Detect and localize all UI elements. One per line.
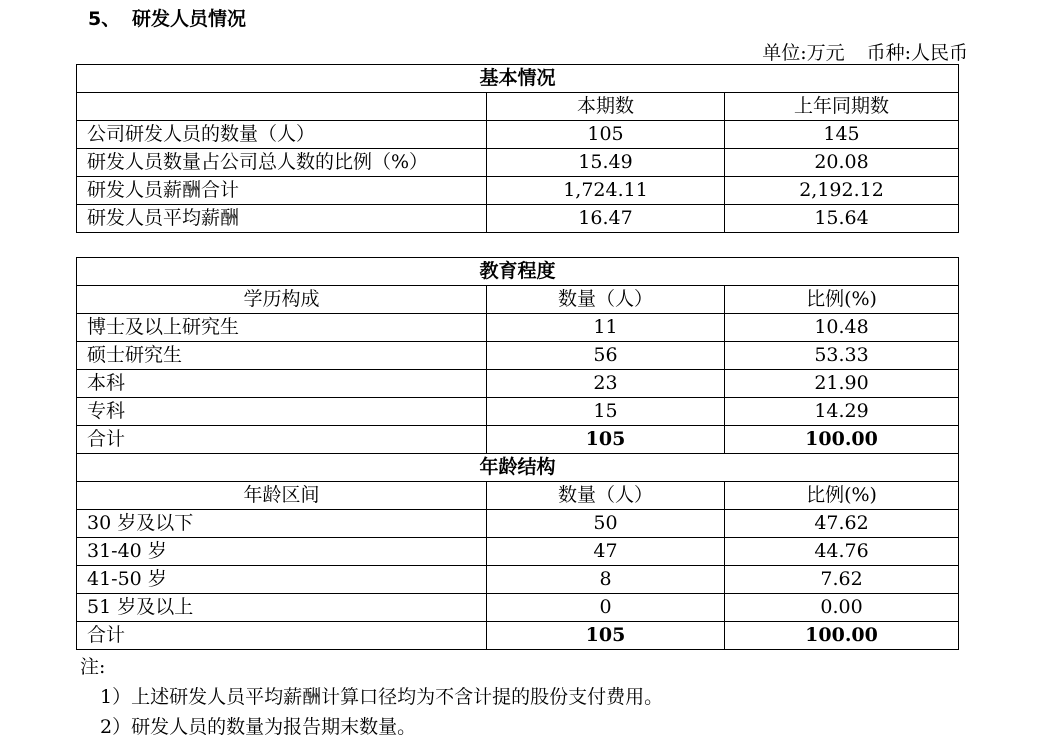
- table-header-row: [77, 482, 959, 510]
- total-percent: 100.00: [725, 426, 959, 454]
- unit-label: 单位:万元: [762, 42, 845, 64]
- row-label: 研发人员平均薪酬: [77, 205, 487, 233]
- row-label: 研发人员数量占公司总人数的比例（%）: [77, 149, 487, 177]
- row-label: 公司研发人员的数量（人）: [77, 121, 487, 149]
- education-age-table: [76, 257, 959, 650]
- total-count: 105: [487, 622, 725, 650]
- prior-value: 2,192.12: [725, 177, 959, 205]
- count-value: 56: [487, 342, 725, 370]
- row-label: 31-40 岁: [77, 538, 487, 566]
- total-label: 合计: [77, 426, 487, 454]
- percent-value: 44.76: [725, 538, 959, 566]
- currency-label: 币种:人民币: [866, 42, 968, 64]
- count-value: 11: [487, 314, 725, 342]
- percent-value: 21.90: [725, 370, 959, 398]
- header-cell: 数量（人）: [487, 482, 725, 510]
- percent-value: 14.29: [725, 398, 959, 426]
- row-label: 研发人员薪酬合计: [77, 177, 487, 205]
- count-value: 23: [487, 370, 725, 398]
- table-row: [77, 398, 959, 426]
- notes-label: 注:: [80, 656, 106, 678]
- header-cell: 本期数: [487, 93, 725, 121]
- count-value: 0: [487, 594, 725, 622]
- count-value: 15: [487, 398, 725, 426]
- header-cell: 比例(%): [725, 482, 959, 510]
- table-row: [77, 205, 959, 233]
- count-value: 8: [487, 566, 725, 594]
- current-value: 105: [487, 121, 725, 149]
- row-label: 本科: [77, 370, 487, 398]
- table-row: [77, 314, 959, 342]
- total-row: [77, 426, 959, 454]
- prior-value: 20.08: [725, 149, 959, 177]
- row-label: 30 岁及以下: [77, 510, 487, 538]
- table-header-row: [77, 286, 959, 314]
- percent-value: 47.62: [725, 510, 959, 538]
- notes-section: [80, 652, 663, 742]
- row-label: 博士及以上研究生: [77, 314, 487, 342]
- prior-value: 145: [725, 121, 959, 149]
- percent-value: 10.48: [725, 314, 959, 342]
- basic-info-table: [76, 64, 959, 233]
- table-row: [77, 538, 959, 566]
- table-row: [77, 149, 959, 177]
- header-cell: [77, 93, 487, 121]
- note-item: 2）研发人员的数量为报告期末数量。: [100, 716, 417, 738]
- percent-value: 0.00: [725, 594, 959, 622]
- section-number: 5、: [88, 8, 121, 30]
- table-row: [77, 342, 959, 370]
- current-value: 16.47: [487, 205, 725, 233]
- row-label: 51 岁及以上: [77, 594, 487, 622]
- row-label: 专科: [77, 398, 487, 426]
- table-row: [77, 510, 959, 538]
- basic-info-title: 基本情况: [77, 65, 959, 93]
- header-cell: 学历构成: [77, 286, 487, 314]
- table-header-row: [77, 93, 959, 121]
- table-row: [77, 566, 959, 594]
- percent-value: 7.62: [725, 566, 959, 594]
- total-count: 105: [487, 426, 725, 454]
- header-cell: 上年同期数: [725, 93, 959, 121]
- note-item: 1）上述研发人员平均薪酬计算口径均为不含计提的股份支付费用。: [100, 686, 664, 708]
- current-value: 1,724.11: [487, 177, 725, 205]
- table-row: [77, 177, 959, 205]
- count-value: 47: [487, 538, 725, 566]
- prior-value: 15.64: [725, 205, 959, 233]
- unit-line: [762, 38, 968, 65]
- total-label: 合计: [77, 622, 487, 650]
- percent-value: 53.33: [725, 342, 959, 370]
- section-heading: [88, 4, 246, 31]
- row-label: 硕士研究生: [77, 342, 487, 370]
- table-row: [77, 370, 959, 398]
- header-cell: 年龄区间: [77, 482, 487, 510]
- age-title: 年龄结构: [77, 454, 959, 482]
- table-row: [77, 594, 959, 622]
- header-cell: 数量（人）: [487, 286, 725, 314]
- total-percent: 100.00: [725, 622, 959, 650]
- total-row: [77, 622, 959, 650]
- count-value: 50: [487, 510, 725, 538]
- row-label: 41-50 岁: [77, 566, 487, 594]
- table-row: [77, 121, 959, 149]
- current-value: 15.49: [487, 149, 725, 177]
- header-cell: 比例(%): [725, 286, 959, 314]
- education-title: 教育程度: [77, 258, 959, 286]
- section-title: 研发人员情况: [132, 8, 247, 30]
